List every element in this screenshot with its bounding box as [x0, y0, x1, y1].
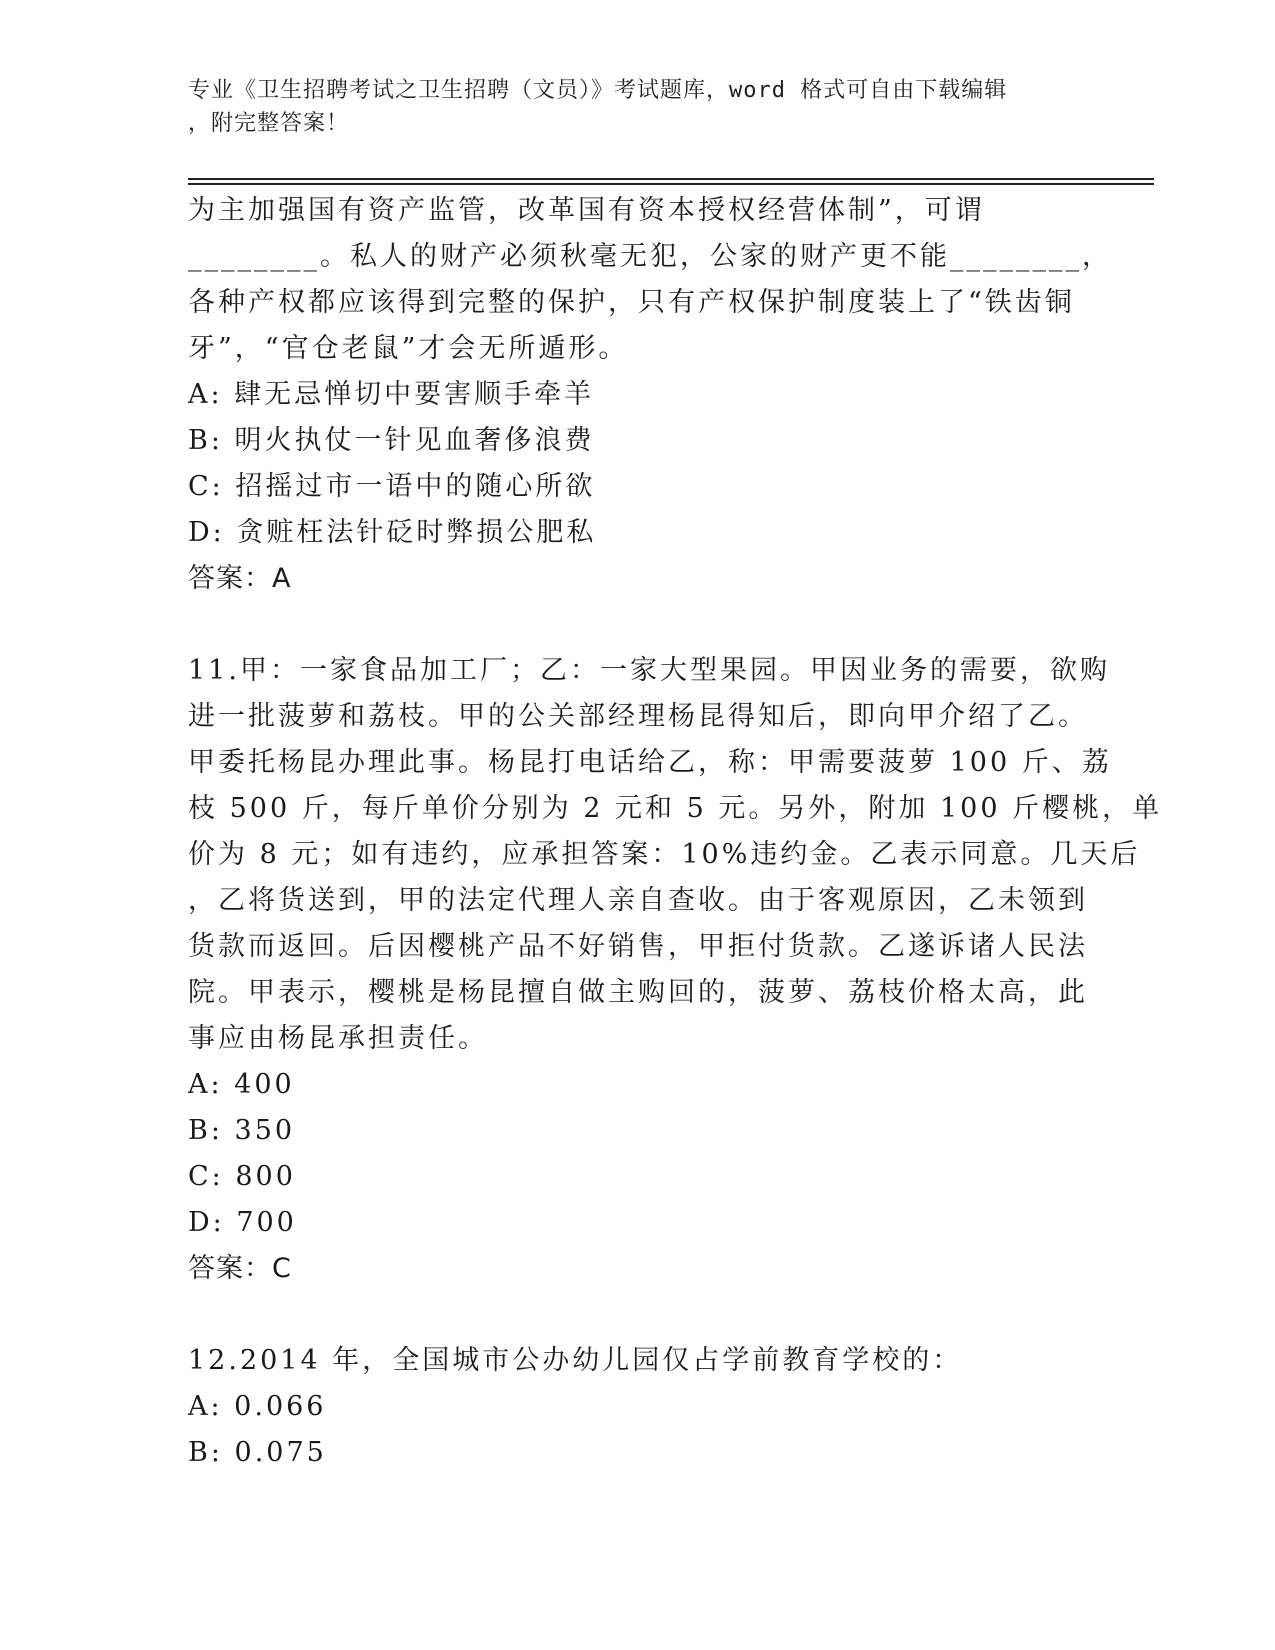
question-text-line: 货款而返回。后因樱桃产品不好销售，甲拒付货款。乙遂诉诸人民法: [188, 931, 1088, 962]
option-b: B: 0.075: [188, 1437, 327, 1468]
spacer: [188, 602, 1088, 648]
option-a: A: 0.066: [188, 1391, 327, 1422]
option-b: B: 350: [188, 1115, 296, 1146]
option-b: B: 明火执仗一针见血奢侈浪费: [188, 425, 595, 456]
option-d: D: 贪赃枉法针砭时弊损公肥私: [188, 517, 597, 548]
document-body: [188, 188, 1163, 1476]
question-text-line: 为主加强国有资产监管，改革国有资本授权经营体制”，可谓: [188, 195, 985, 226]
option-c: C: 招摇过市一语中的随心所欲: [188, 471, 596, 502]
spacer: [188, 1292, 1088, 1338]
question-text-line: ________。私人的财产必须秋毫无犯，公家的财产更不能________，: [188, 241, 1112, 272]
question-text-line: 院。甲表示，樱桃是杨昆擅自做主购回的，菠萝、荔枝价格太高，此: [188, 977, 1088, 1008]
question-text-line: 12.2014 年，全国城市公办幼儿园仅占学前教育学校的：: [188, 1345, 963, 1376]
header-divider-top: [188, 178, 1154, 180]
option-a: A: 肆无忌惮切中要害顺手牵羊: [188, 379, 595, 410]
header-title-line-1: 专业《卫生招聘考试之卫生招聘（文员）》考试题库，word 格式可自由下载编辑: [188, 78, 1008, 103]
question-text-line: 事应由杨昆承担责任。: [188, 1023, 488, 1054]
question-10: [188, 188, 1112, 602]
document-header: [188, 74, 1088, 140]
header-divider-bottom: [188, 183, 1154, 185]
header-title-line-2: ，附完整答案！: [188, 111, 350, 136]
question-text-line: 进一批菠萝和荔枝。甲的公关部经理杨昆得知后，即向甲介绍了乙。: [188, 701, 1088, 732]
question-11: [188, 648, 1163, 1292]
question-text-line: ，乙将货送到，甲的法定代理人亲自查收。由于客观原因，乙未领到: [188, 885, 1088, 916]
question-text-line: 牙”，“官仓老鼠”才会无所遁形。: [188, 333, 629, 364]
question-text-line: 各种产权都应该得到完整的保护，只有产权保护制度装上了“铁齿铜: [188, 287, 1075, 318]
option-d: D: 700: [188, 1207, 297, 1238]
option-c: C: 800: [188, 1161, 296, 1192]
option-a: A: 400: [188, 1069, 295, 1100]
question-12: [188, 1338, 1088, 1476]
answer-line: 答案：A: [188, 563, 292, 594]
question-text-line: 甲委托杨昆办理此事。杨昆打电话给乙，称：甲需要菠萝 100 斤、荔: [188, 747, 1112, 778]
question-text-line: 11.甲：一家食品加工厂；乙：一家大型果园。甲因业务的需要，欲购: [188, 655, 1110, 686]
question-text-line: 价为 8 元；如有违约，应承担答案：10%违约金。乙表示同意。几天后: [188, 839, 1141, 870]
question-text-line: 枝 500 斤，每斤单价分别为 2 元和 5 元。另外，附加 100 斤樱桃，单: [188, 793, 1163, 824]
answer-line: 答案：C: [188, 1253, 292, 1284]
